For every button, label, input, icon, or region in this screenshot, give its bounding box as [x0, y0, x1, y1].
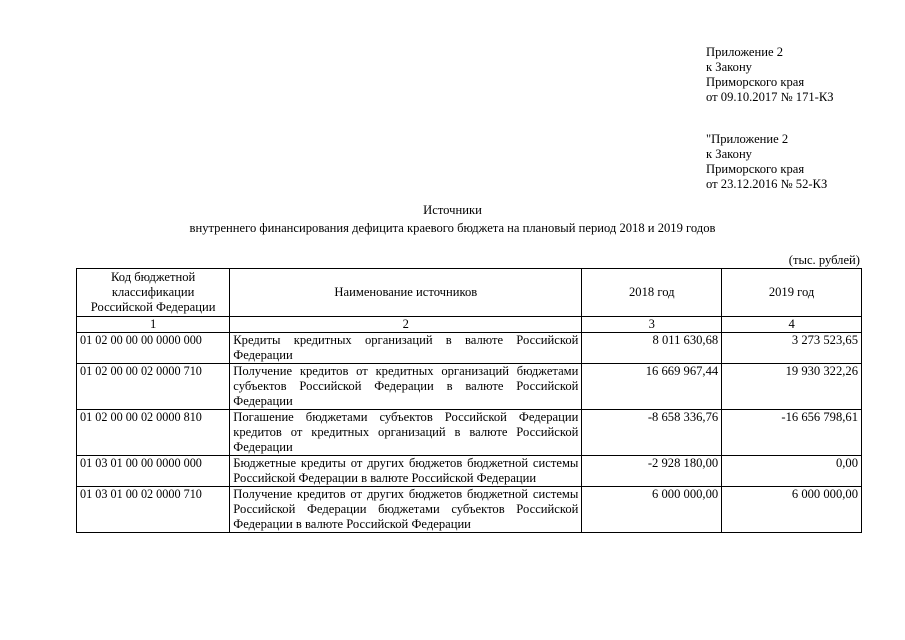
row-code: 01 03 01 00 02 0000 710 [77, 487, 230, 533]
column-number: 4 [722, 317, 862, 333]
row-name: Получение кредитов от кредитных организаций бюджетами субъектов Российской Федерации в валюте Российской Федерации [230, 364, 582, 410]
column-number: 3 [582, 317, 722, 333]
appendix-line: к Закону [706, 147, 752, 161]
table-row [77, 456, 862, 487]
table-row [77, 487, 862, 533]
appendix-reference-original [706, 132, 896, 192]
row-code: 01 02 00 00 02 0000 810 [77, 410, 230, 456]
appendix-line: от 09.10.2017 № 171-КЗ [706, 90, 834, 104]
row-amount-2019: 6 000 000,00 [722, 487, 862, 533]
table-row [77, 333, 862, 364]
row-code: 01 02 00 00 00 0000 000 [77, 333, 230, 364]
row-name: Погашение бюджетами субъектов Российской Федерации кредитов от кредитных организаций в валюте Российской Федерации [230, 410, 582, 456]
unit-note: (тыс. рублей) [788, 253, 860, 267]
column-number: 2 [230, 317, 582, 333]
row-code: 01 02 00 00 02 0000 710 [77, 364, 230, 410]
row-amount-2019: -16 656 798,61 [722, 410, 862, 456]
row-name: Получение кредитов от других бюджетов бюджетной системы Российской Федерации бюджетами субъектов Российской Федерации в валюте Российской Федерации [230, 487, 582, 533]
row-amount-2019: 0,00 [722, 456, 862, 487]
row-amount-2018: 8 011 630,68 [582, 333, 722, 364]
column-number-row [77, 317, 862, 333]
table-row [77, 364, 862, 410]
table-header-row [77, 269, 862, 317]
row-name: Бюджетные кредиты от других бюджетов бюджетной системы Российской Федерации в валюте Российской Федерации [230, 456, 582, 487]
row-amount-2018: 16 669 967,44 [582, 364, 722, 410]
header-2018: 2018 год [582, 269, 722, 317]
document-title: Источники [423, 203, 482, 217]
header-code: Код бюджетной классификации Российской Федерации [77, 269, 230, 317]
row-name: Кредиты кредитных организаций в валюте Российской Федерации [230, 333, 582, 364]
appendix-line: от 23.12.2016 № 52-КЗ [706, 177, 828, 191]
table-row [77, 410, 862, 456]
row-amount-2018: -8 658 336,76 [582, 410, 722, 456]
appendix-line: Приморского края [706, 162, 805, 176]
appendix-line: "Приложение 2 [706, 132, 789, 146]
row-amount-2018: 6 000 000,00 [582, 487, 722, 533]
document-subtitle: внутреннего финансирования дефицита краевого бюджета на плановый период 2018 и 2019 годов [189, 221, 716, 235]
financing-sources-table [76, 268, 862, 533]
row-amount-2019: 3 273 523,65 [722, 333, 862, 364]
column-number: 1 [77, 317, 230, 333]
row-amount-2019: 19 930 322,26 [722, 364, 862, 410]
header-2019: 2019 год [722, 269, 862, 317]
row-code: 01 03 01 00 00 0000 000 [77, 456, 230, 487]
header-name: Наименование источников [230, 269, 582, 317]
appendix-line: Приморского края [706, 75, 805, 89]
row-amount-2018: -2 928 180,00 [582, 456, 722, 487]
appendix-reference-current [706, 45, 896, 105]
appendix-line: к Закону [706, 60, 752, 74]
appendix-line: Приложение 2 [706, 45, 784, 59]
